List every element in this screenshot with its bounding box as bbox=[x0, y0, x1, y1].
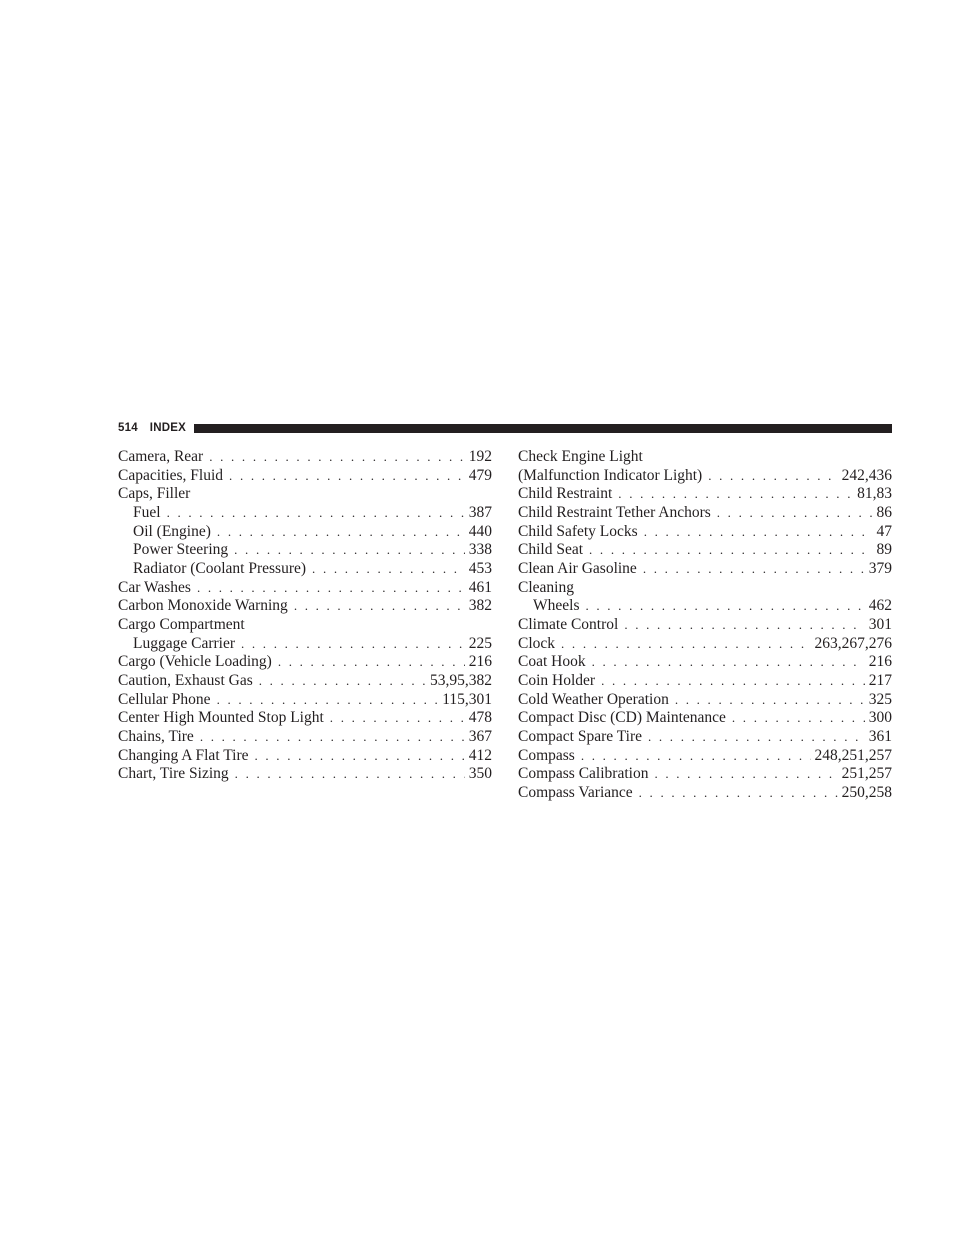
index-entry bbox=[518, 653, 892, 672]
index-entry bbox=[518, 635, 892, 654]
entry-label: Oil (Engine) bbox=[133, 522, 211, 540]
entry-pages: 325 bbox=[868, 690, 892, 708]
dot-leader bbox=[294, 597, 465, 616]
dot-leader bbox=[585, 597, 864, 616]
entry-label: Luggage Carrier bbox=[133, 634, 235, 652]
entry-label: Child Safety Locks bbox=[518, 522, 638, 540]
dot-leader bbox=[312, 560, 465, 579]
entry-pages: 461 bbox=[468, 578, 492, 596]
entry-pages: 462 bbox=[868, 597, 892, 615]
index-entry bbox=[118, 504, 492, 523]
dot-leader bbox=[255, 747, 465, 766]
entry-pages: 216 bbox=[868, 653, 892, 671]
dot-leader bbox=[209, 448, 465, 467]
dot-leader bbox=[624, 616, 864, 635]
dot-leader bbox=[654, 765, 837, 784]
dot-leader bbox=[235, 765, 465, 784]
entry-pages: 387 bbox=[468, 503, 492, 521]
index-entry bbox=[518, 765, 892, 784]
dot-leader bbox=[717, 504, 873, 523]
entry-label: Cellular Phone bbox=[118, 690, 211, 708]
index-entry bbox=[518, 728, 892, 747]
entry-label: Climate Control bbox=[518, 615, 619, 633]
entry-pages: 217 bbox=[868, 671, 892, 689]
index-entry bbox=[518, 523, 892, 542]
entry-label: Cleaning bbox=[518, 578, 574, 596]
page-number: 514 bbox=[118, 422, 138, 434]
entry-label: Chart, Tire Sizing bbox=[118, 765, 229, 783]
entry-label: Check Engine Light bbox=[518, 448, 643, 465]
index-entry bbox=[518, 784, 892, 803]
entry-pages: 300 bbox=[868, 709, 892, 727]
index-entry bbox=[518, 541, 892, 560]
entry-pages: 248,251,257 bbox=[814, 746, 892, 764]
dot-leader bbox=[330, 709, 465, 728]
entry-label: Child Restraint Tether Anchors bbox=[518, 503, 711, 521]
entry-label: Radiator (Coolant Pressure) bbox=[133, 559, 307, 577]
entry-label: Compass bbox=[518, 746, 575, 764]
dot-leader bbox=[675, 691, 865, 710]
dot-leader bbox=[197, 579, 465, 598]
entry-pages: 440 bbox=[468, 522, 492, 540]
entry-label: Coin Holder bbox=[518, 671, 596, 689]
entry-label: Center High Mounted Stop Light bbox=[118, 709, 324, 727]
page-header bbox=[118, 420, 892, 436]
entry-label: Caution, Exhaust Gas bbox=[118, 671, 253, 689]
index-entry bbox=[518, 560, 892, 579]
dot-leader bbox=[561, 635, 810, 654]
index-entry bbox=[118, 541, 492, 560]
entry-label: Caps, Filler bbox=[118, 485, 191, 503]
entry-label: Camera, Rear bbox=[118, 448, 204, 465]
entry-pages: 478 bbox=[468, 709, 492, 727]
index-entry bbox=[118, 523, 492, 542]
entry-pages: 350 bbox=[468, 765, 492, 783]
dot-leader bbox=[167, 504, 465, 523]
entry-label: Compact Spare Tire bbox=[518, 727, 642, 745]
entry-pages: 382 bbox=[468, 597, 492, 615]
entry-label: Cargo Compartment bbox=[118, 615, 245, 633]
index-entry bbox=[118, 653, 492, 672]
index-entry bbox=[118, 747, 492, 766]
index-entry bbox=[118, 467, 492, 486]
index-entry bbox=[118, 448, 492, 467]
dot-leader bbox=[589, 541, 872, 560]
dot-leader bbox=[708, 467, 837, 486]
index-heading bbox=[118, 616, 492, 635]
entry-pages: 301 bbox=[868, 615, 892, 633]
entry-pages: 379 bbox=[868, 559, 892, 577]
entry-label: Carbon Monoxide Warning bbox=[118, 597, 288, 615]
index-entry bbox=[518, 691, 892, 710]
dot-leader bbox=[278, 653, 465, 672]
entry-pages: 412 bbox=[468, 746, 492, 764]
entry-label: Power Steering bbox=[133, 541, 229, 559]
entry-label: Capacities, Fluid bbox=[118, 466, 224, 484]
index-entry bbox=[118, 728, 492, 747]
index-entry bbox=[118, 560, 492, 579]
entry-pages: 479 bbox=[468, 466, 492, 484]
entry-label: Coat Hook bbox=[518, 653, 586, 671]
dot-leader bbox=[648, 728, 865, 747]
entry-label: Compact Disc (CD) Maintenance bbox=[518, 709, 726, 727]
dot-leader bbox=[732, 709, 865, 728]
index-entry bbox=[518, 467, 892, 486]
dot-leader bbox=[200, 728, 465, 747]
dot-leader bbox=[601, 672, 865, 691]
index-heading bbox=[518, 448, 892, 467]
entry-label: Child Restraint bbox=[518, 485, 613, 503]
index-entry bbox=[518, 747, 892, 766]
dot-leader bbox=[217, 523, 465, 542]
dot-leader bbox=[639, 784, 838, 803]
index-entry bbox=[518, 485, 892, 504]
index-column-left bbox=[118, 448, 492, 784]
index-entry bbox=[518, 616, 892, 635]
index-entry bbox=[118, 765, 492, 784]
entry-pages: 115,301 bbox=[442, 690, 492, 708]
dot-leader bbox=[229, 467, 465, 486]
index-heading bbox=[518, 579, 892, 598]
index-entry bbox=[518, 597, 892, 616]
dot-leader bbox=[234, 541, 465, 560]
index-heading bbox=[118, 485, 492, 504]
entry-pages: 216 bbox=[468, 653, 492, 671]
entry-pages: 86 bbox=[876, 503, 892, 521]
entry-label: Clock bbox=[518, 634, 556, 652]
entry-pages: 53,95,382 bbox=[430, 671, 492, 689]
dot-leader bbox=[217, 691, 439, 710]
dot-leader bbox=[259, 672, 426, 691]
header-rule bbox=[194, 424, 892, 433]
dot-leader bbox=[643, 560, 865, 579]
entry-label: Wheels bbox=[533, 597, 580, 615]
entry-pages: 338 bbox=[468, 541, 492, 559]
entry-label: Cargo (Vehicle Loading) bbox=[118, 653, 272, 671]
index-entry bbox=[118, 635, 492, 654]
index-entry bbox=[118, 709, 492, 728]
index-entry bbox=[518, 504, 892, 523]
entry-pages: 225 bbox=[468, 634, 492, 652]
index-column-right bbox=[518, 448, 892, 802]
index-entry bbox=[118, 691, 492, 710]
entry-label: Cold Weather Operation bbox=[518, 690, 669, 708]
entry-pages: 192 bbox=[468, 448, 492, 465]
entry-pages: 251,257 bbox=[841, 765, 892, 783]
dot-leader bbox=[241, 635, 465, 654]
entry-pages: 263,267,276 bbox=[814, 634, 892, 652]
index-entry bbox=[518, 709, 892, 728]
index-entry bbox=[518, 672, 892, 691]
dot-leader bbox=[618, 485, 853, 504]
entry-pages: 89 bbox=[876, 541, 892, 559]
entry-pages: 367 bbox=[468, 727, 492, 745]
entry-pages: 81,83 bbox=[857, 485, 892, 503]
entry-label: Car Washes bbox=[118, 578, 191, 596]
entry-pages: 453 bbox=[468, 559, 492, 577]
entry-label: Fuel bbox=[133, 503, 161, 521]
dot-leader bbox=[644, 523, 873, 542]
section-title: INDEX bbox=[149, 422, 186, 434]
dot-leader bbox=[592, 653, 865, 672]
entry-label: Clean Air Gasoline bbox=[518, 559, 637, 577]
entry-pages: 47 bbox=[876, 522, 892, 540]
entry-pages: 242,436 bbox=[841, 466, 892, 484]
entry-label: Chains, Tire bbox=[118, 727, 194, 745]
index-entry bbox=[118, 579, 492, 598]
entry-pages: 250,258 bbox=[841, 783, 892, 801]
entry-pages: 361 bbox=[868, 727, 892, 745]
dot-leader bbox=[581, 747, 811, 766]
index-entry bbox=[118, 597, 492, 616]
index-entry bbox=[118, 672, 492, 691]
entry-label: Compass Calibration bbox=[518, 765, 649, 783]
entry-label: (Malfunction Indicator Light) bbox=[518, 466, 703, 484]
entry-label: Changing A Flat Tire bbox=[118, 746, 249, 764]
entry-label: Compass Variance bbox=[518, 783, 633, 801]
entry-label: Child Seat bbox=[518, 541, 584, 559]
